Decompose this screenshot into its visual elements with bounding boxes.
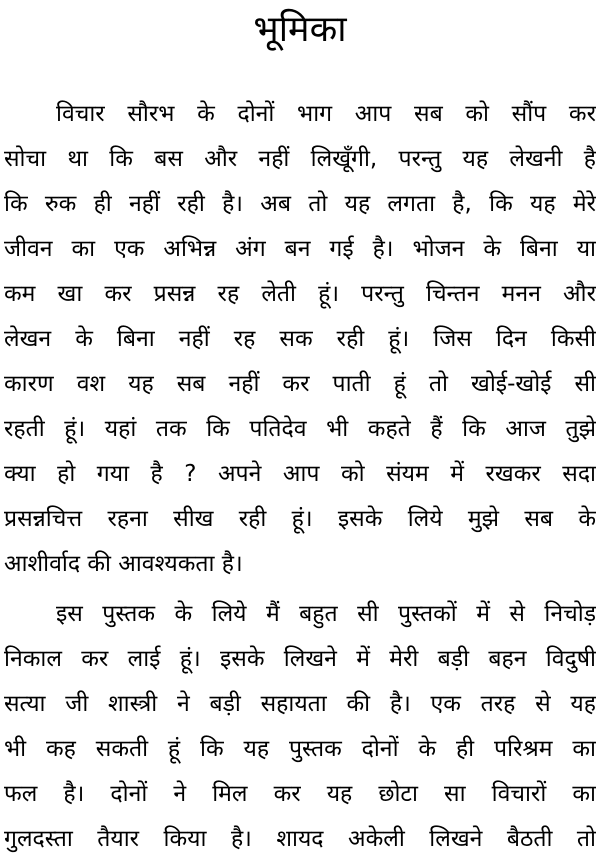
- text-line: विचार सौरभ के दोनों भाग आप सब को सौंप कर: [56, 101, 596, 127]
- text-line: निकाल कर लाई हूं। इसके लिखने में मेरी बड़ी बहन विदुषी: [4, 646, 596, 672]
- text-line: प्रसन्नचित्त रहना सीख रही हूं। इसके लिये मुझे सब के: [4, 506, 596, 532]
- text-line: जीवन का एक अभिन्न अंग बन गई है। भोजन के बिना या: [4, 236, 596, 262]
- text-line: गुलदस्ता तैयार किया है। शायद अकेली लिखने बैठती तो: [4, 826, 596, 852]
- text-line: भी कह सकती हूं कि यह पुस्तक दोनों के ही परिश्रम का: [4, 736, 596, 762]
- page-title: भूमिका: [253, 9, 347, 50]
- text-line: कारण वश यह सब नहीं कर पाती हूं तो खोई-खोई सी: [4, 371, 596, 397]
- text-line: आशीर्वाद की आवश्यकता है।: [4, 551, 243, 577]
- text-line: क्या हो गया है ? अपने आप को संयम में रखकर सदा: [4, 461, 596, 487]
- text-line: सोचा था कि बस और नहीं लिखूँगी, परन्तु यह लेखनी है: [4, 146, 596, 172]
- text-line: लेखन के बिना नहीं रह सक रही हूं। जिस दिन किसी: [4, 326, 596, 352]
- text-line: कम खा कर प्रसन्न रह लेती हूं। परन्तु चिन्तन मनन और: [4, 281, 596, 307]
- text-line: कि रुक ही नहीं रही है। अब तो यह लगता है, कि यह मेरे: [4, 191, 596, 217]
- text-line: इस पुस्तक के लिये मैं बहुत सी पुस्तकों में से निचोड़: [56, 601, 596, 627]
- text-line: फल है। दोनों ने मिल कर यह छोटा सा विचारों का: [4, 781, 596, 807]
- text-line: सत्या जी शास्त्री ने बड़ी सहायता की है। एक तरह से यह: [4, 691, 596, 717]
- text-line: रहती हूं। यहां तक कि पतिदेव भी कहते हैं कि आज तुझे: [4, 416, 596, 442]
